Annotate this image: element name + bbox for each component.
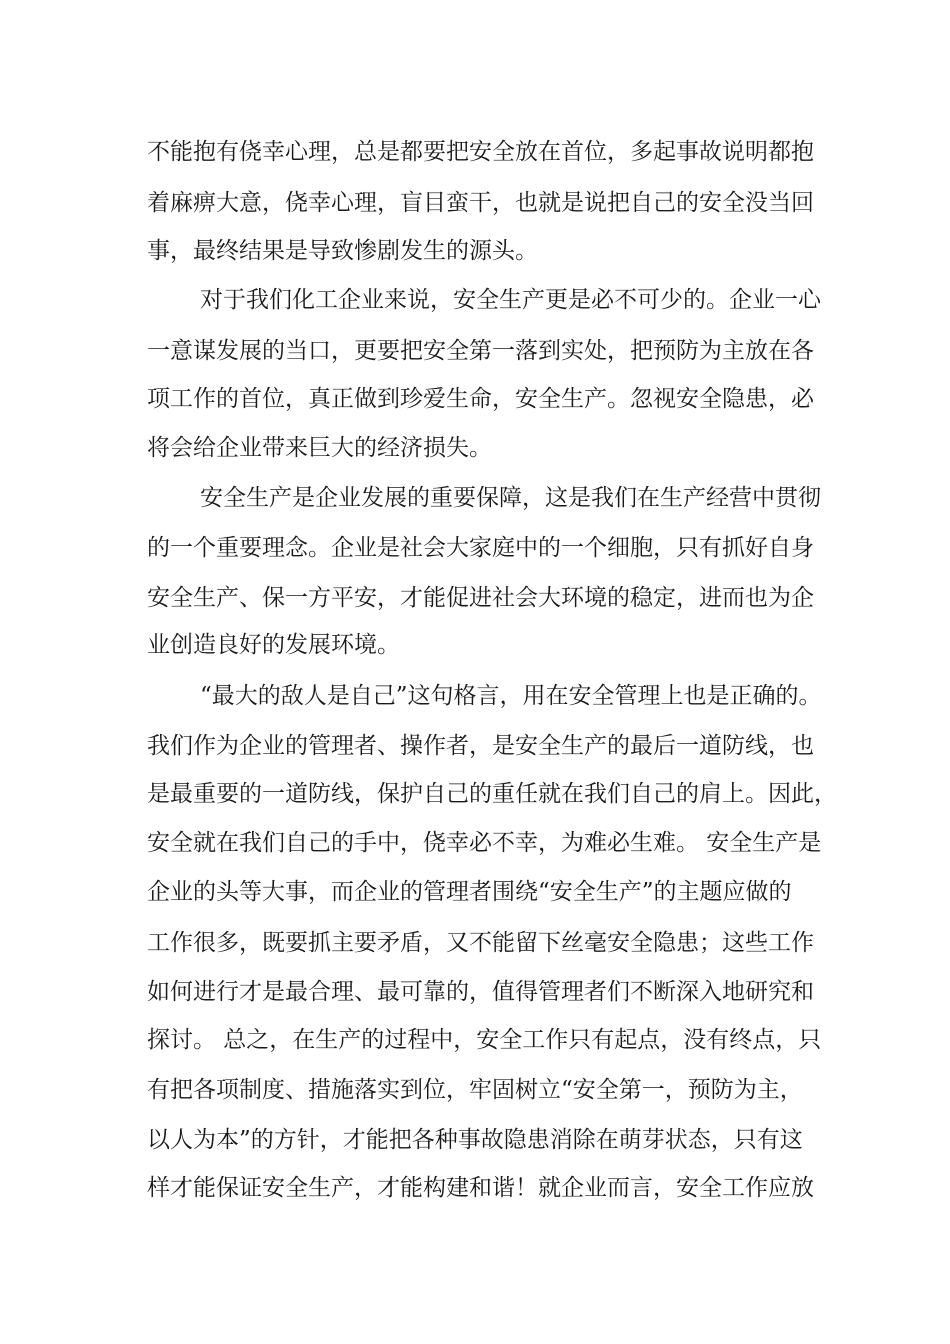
text-line: “最大的敌人是自己”这句格言，用在安全管理上也是正确的。 (200, 683, 822, 709)
text-line: 工作很多，既要抓主要矛盾，又不能留下丝毫安全隐患；这些工作 (147, 930, 814, 956)
text-line: 的一个重要理念。企业是社会大家庭中的一个细胞，只有抓好自身 (147, 535, 814, 561)
text-line: 探讨。 总之，在生产的过程中，安全工作只有起点，没有终点，只 (147, 1027, 822, 1053)
text-line: 如何进行才是最合理、最可靠的，值得管理者们不断深入地研究和 (147, 979, 814, 1005)
text-line: 有把各项制度、措施落实到位，牢固树立“安全第一，预防为主， (147, 1077, 803, 1103)
text-line: 以人为本”的方针，才能把各种事故隐患消除在萌芽状态，只有这 (147, 1127, 803, 1153)
text-line: 项工作的首位，真正做到珍爱生命，安全生产。忽视安全隐患，必 (147, 386, 814, 412)
text-line: 安全生产、保一方平安，才能促进社会大环境的稳定，进而也为企 (147, 585, 814, 611)
text-line: 是最重要的一道防线，保护自己的重任就在我们自己的肩上。因此， (147, 781, 837, 807)
text-line: 事，最终结果是导致惨剧发生的源头。 (147, 238, 538, 264)
text-line: 不能抱有侥幸心理，总是都要把安全放在首位，多起事故说明都抱 (147, 139, 814, 165)
text-line: 我们作为企业的管理者、操作者，是安全生产的最后一道防线，也 (147, 733, 814, 759)
text-line: 一意谋发展的当口，更要把安全第一落到实处，把预防为主放在各 (147, 338, 814, 364)
text-line: 样才能保证安全生产，才能构建和谐！就企业而言，安全工作应放 (147, 1175, 814, 1201)
text-line: 企业的头等大事，而企业的管理者围绕“安全生产”的主题应做的 (147, 879, 792, 905)
text-line: 业创造良好的发展环境。 (147, 632, 400, 658)
text-line: 对于我们化工企业来说，安全生产更是必不可少的。企业一心 (200, 287, 821, 313)
text-line: 着麻痹大意，侥幸心理，盲目蛮干，也就是说把自己的安全没当回 (147, 190, 814, 216)
text-line: 将会给企业带来巨大的经济损失。 (147, 435, 492, 461)
text-line: 安全生产是企业发展的重要保障，这是我们在生产经营中贯彻 (200, 485, 821, 511)
text-line: 安全就在我们自己的手中，侥幸必不幸，为难必生难。 安全生产是 (147, 830, 822, 856)
